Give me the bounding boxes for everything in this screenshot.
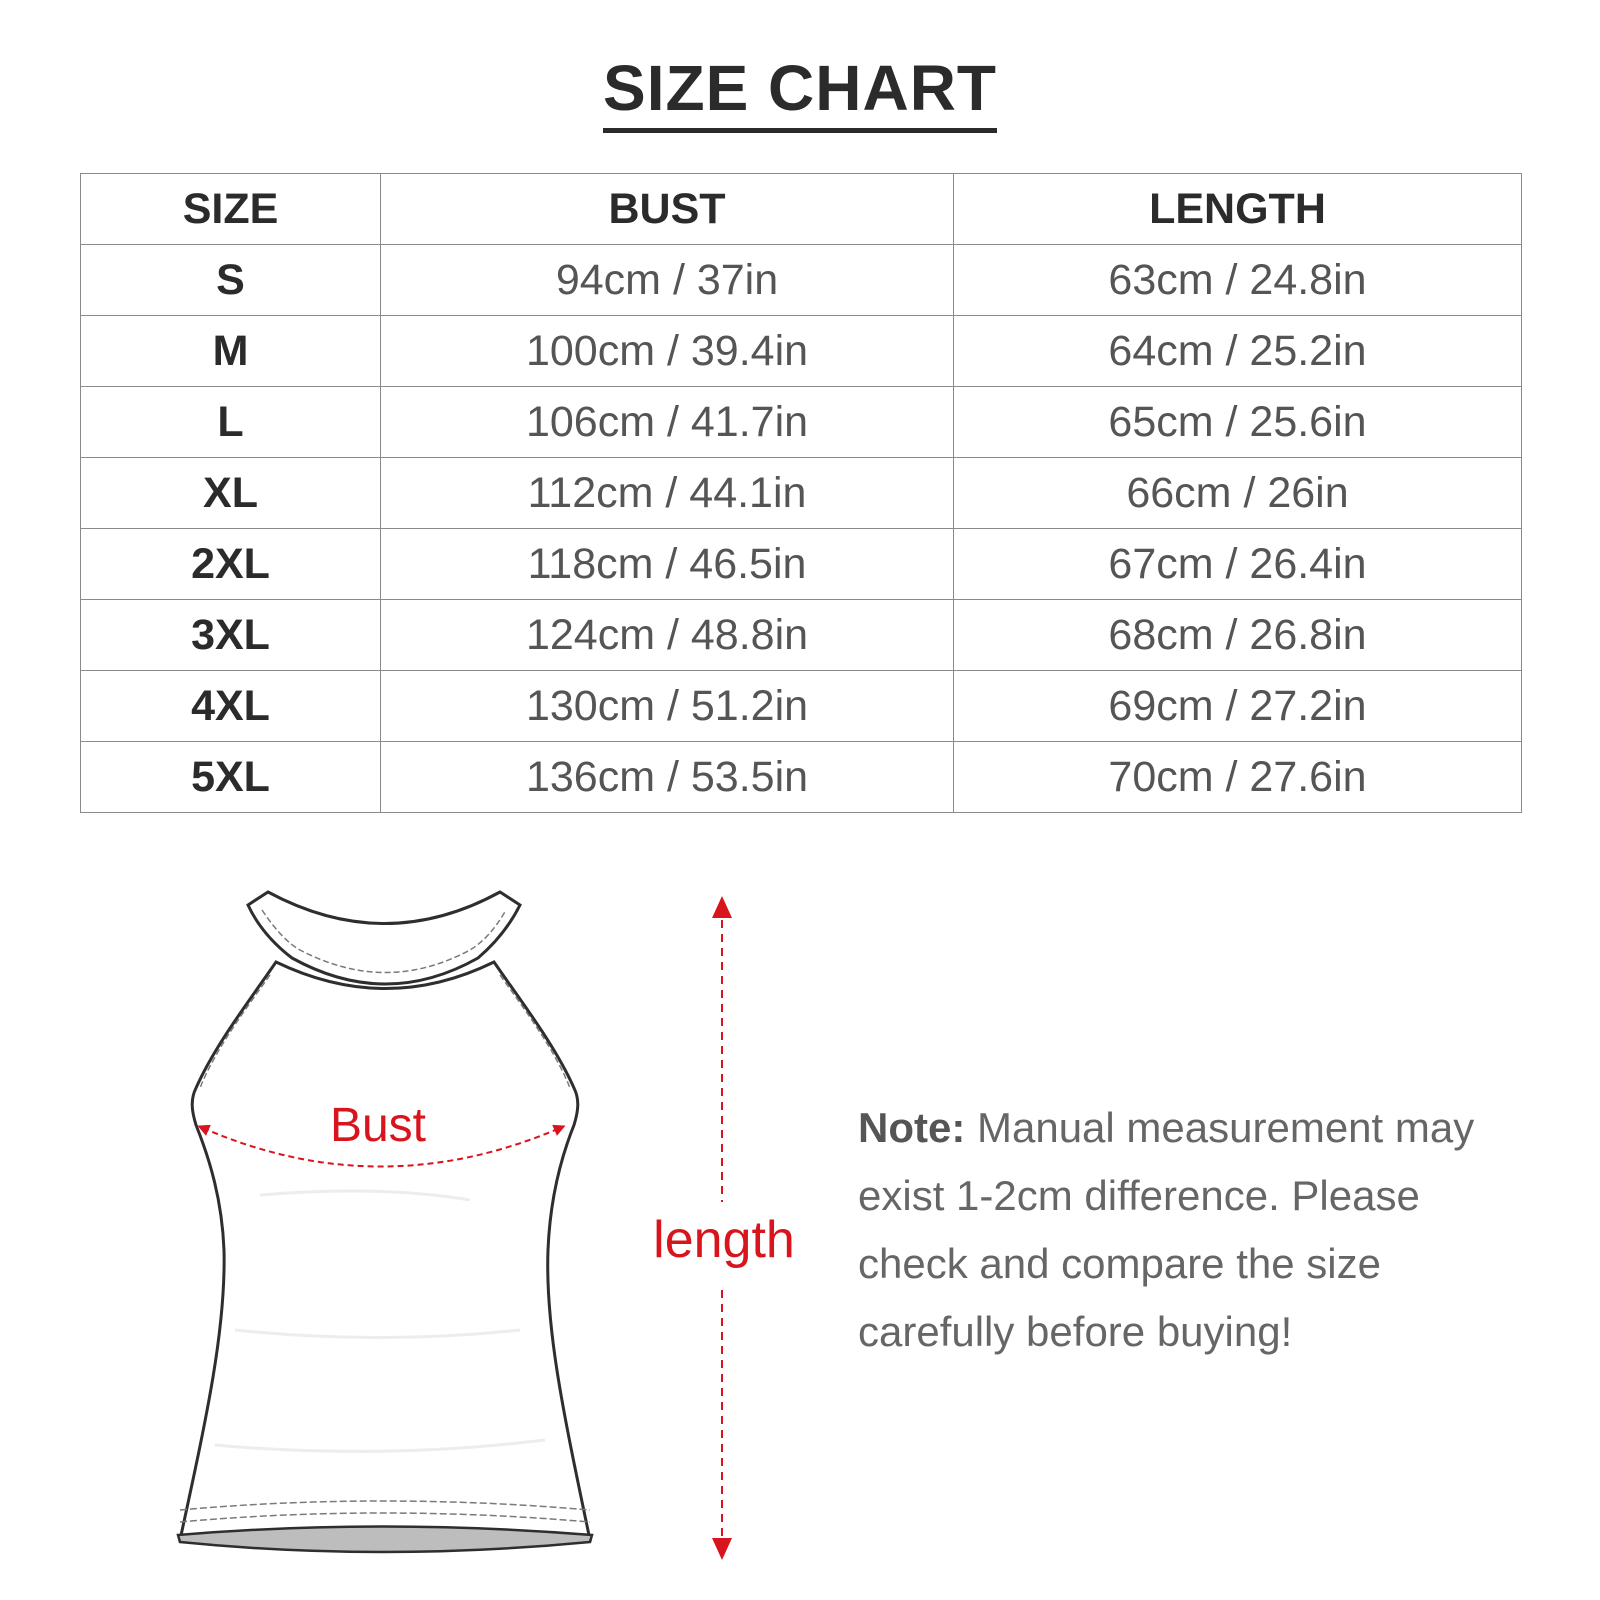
length-cell: 67cm / 26.4in (954, 529, 1522, 600)
table-row (81, 245, 1522, 316)
size-cell: S (81, 245, 381, 316)
size-cell: M (81, 316, 381, 387)
bust-cell: 136cm / 53.5in (381, 742, 954, 813)
size-cell: 2XL (81, 529, 381, 600)
table-row (81, 387, 1522, 458)
header-bust: BUST (381, 174, 954, 245)
size-cell: 5XL (81, 742, 381, 813)
bust-cell: 130cm / 51.2in (381, 671, 954, 742)
length-label: length (653, 1211, 795, 1269)
note-text: Manual measurement may exist 1-2cm difference. Please check and compare the size carefully before buying! (858, 1104, 1475, 1355)
title-text: SIZE CHART (603, 56, 997, 133)
bust-cell: 106cm / 41.7in (381, 387, 954, 458)
length-cell: 70cm / 27.6in (954, 742, 1522, 813)
length-cell: 63cm / 24.8in (954, 245, 1522, 316)
table-header-row (81, 174, 1522, 245)
length-cell: 64cm / 25.2in (954, 316, 1522, 387)
note-label: Note: (858, 1104, 966, 1151)
table-row (81, 529, 1522, 600)
size-table (80, 173, 1522, 813)
note-block (858, 1094, 1498, 1366)
size-cell: 3XL (81, 600, 381, 671)
bust-cell: 94cm / 37in (381, 245, 954, 316)
table-row (81, 600, 1522, 671)
length-cell: 65cm / 25.6in (954, 387, 1522, 458)
length-cell: 66cm / 26in (954, 458, 1522, 529)
table-row (81, 671, 1522, 742)
bust-cell: 124cm / 48.8in (381, 600, 954, 671)
table-row (81, 458, 1522, 529)
garment-body-icon (178, 962, 592, 1552)
arrow-up-icon (712, 896, 732, 918)
table-row (81, 742, 1522, 813)
table-row (81, 316, 1522, 387)
size-cell: 4XL (81, 671, 381, 742)
bust-cell: 118cm / 46.5in (381, 529, 954, 600)
bust-cell: 100cm / 39.4in (381, 316, 954, 387)
header-size: SIZE (81, 174, 381, 245)
size-cell: XL (81, 458, 381, 529)
bust-label: Bust (329, 1099, 427, 1152)
arrow-down-icon (712, 1538, 732, 1560)
length-cell: 69cm / 27.2in (954, 671, 1522, 742)
header-length: LENGTH (954, 174, 1522, 245)
page-title (0, 52, 1600, 133)
tank-top-diagram (0, 880, 840, 1580)
size-cell: L (81, 387, 381, 458)
length-cell: 68cm / 26.8in (954, 600, 1522, 671)
length-measurement (653, 896, 795, 1560)
bust-cell: 112cm / 44.1in (381, 458, 954, 529)
